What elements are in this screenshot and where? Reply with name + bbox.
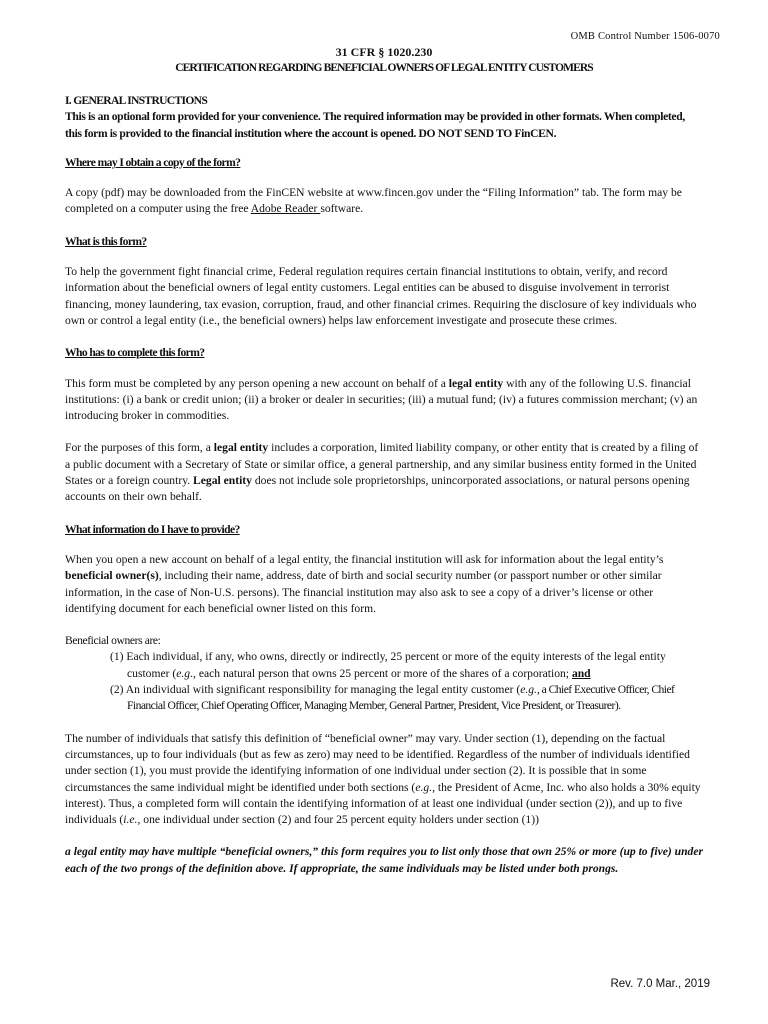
count-eg: e.g. <box>415 780 433 794</box>
document-body <box>65 93 703 877</box>
beneficial-owners-term: beneficial owner(s) <box>65 569 159 583</box>
definition-text-b: includes a corporation, limited liability company, or other entity that is created by a filing of a public document with a Secretary of State or similar office, a general partnership, and any similar business entity formed in the United States or a foreign country. <box>65 441 699 488</box>
cfr-citation: 31 CFR § 1020.230 <box>335 45 433 59</box>
paragraph-legal-entity-definition <box>65 440 703 505</box>
legal-entity-term: legal entity <box>213 441 269 455</box>
beneficial-owners-label: Beneficial owners are: <box>65 634 161 648</box>
question-obtain-copy: Where may I obtain a copy of the form? <box>65 155 241 169</box>
paragraph-what-info <box>65 552 703 617</box>
general-intro: This is an optional form provided for your convenience. The required information may be provided in other formats. When completed, this form is provided to the financial institution where the account is opened. DO NOT SEND TO FinCEN. <box>65 110 685 140</box>
who-text-b: with any of the following U.S. financial institutions: (i) a bank or credit union; (ii) a broker or dealer in securities; (iii) a mutual fund; (iv) a futures commission merchant; (v) an introducing broker in commodities. <box>65 376 698 423</box>
item1-text-a: (1) Each individual, if any, who owns, directly or indirectly, 25 percent or more of the equity interests of the legal entity customer ( <box>110 650 666 680</box>
question-who-completes: Who has to complete this form? <box>65 346 205 360</box>
list-item <box>65 649 703 682</box>
item1-eg: e.g. <box>176 666 194 680</box>
obtain-copy-text: A copy (pdf) may be downloaded from the FinCEN website at www.fincen.gov under the “Filing Information” tab. The form may be completed on a computer using the free <box>65 186 682 216</box>
question-what-info: What information do I have to provide? <box>65 522 240 536</box>
beneficial-owner-list <box>65 649 703 714</box>
revision-footer: Rev. 7.0 Mar., 2019 <box>610 978 710 990</box>
question-what-is-form: What is this form? <box>65 234 147 248</box>
count-ie: i.e. <box>123 813 138 827</box>
paragraph-who-completes <box>65 376 703 425</box>
who-text-a: This form must be completed by any person opening a new account on behalf of a <box>65 376 449 390</box>
paragraph-owner-count <box>65 731 703 829</box>
count-text-a: The number of individuals that satisfy this definition of “beneficial owner” may vary. Under section (1), depending on the factual circumstances, up to four individuals (but as few as zero) may need to be identified. Regardless of the number of individuals identified under section (1), you must provide the identifying information of one individual under section (2). It is possible that in some circumstances the same individual might be identified under both sections ( <box>65 731 690 794</box>
paragraph-obtain-copy <box>65 185 703 218</box>
list-item <box>65 682 703 715</box>
form-title: CERTIFICATION REGARDING BENEFICIAL OWNERS OF LEGAL ENTITY CUSTOMERS <box>175 62 593 74</box>
info-text-b: , including their name, address, date of birth and social security number (or passport number or other similar information, in the case of Non-U.S. persons). The financial institution may also ask to see a copy of a driver’s license or other identifying document for each beneficial owner listed on this form. <box>65 569 662 615</box>
omb-control-number: OMB Control Number 1506-0070 <box>570 31 720 42</box>
legal-entity-term: Legal entity <box>193 474 252 488</box>
emphasis-note: a legal entity may have multiple “beneficial owners,” this form requires you to list only those that own 25% or more (up to five) under each of the two prongs of the definition above. If appropriate, the same individuals may be listed under both prongs. <box>65 845 703 875</box>
paragraph-what-is-form: To help the government fight financial crime, Federal regulation requires certain financial institutions to obtain, verify, and record information about the beneficial owners of legal entity customers. Legal entities can be abused to disguise involvement in terrorist financing, money laundering, tax evasion, corruption, fraud, and other financial crimes. Requiring the disclosure of key individuals who own or control a legal entity (i.e., the beneficial owners) helps law enforcement investigate and prosecute these crimes. <box>65 265 697 327</box>
item1-text-b: , each natural person that owns 25 percent or more of the shares of a corporation; <box>193 666 572 680</box>
info-text-a: When you open a new account on behalf of a legal entity, the financial institution will ask for information about the legal entity’s <box>65 552 664 566</box>
obtain-copy-text-end: software. <box>320 202 364 216</box>
legal-entity-term: legal entity <box>448 376 504 390</box>
count-text-c: , one individual under section (2) and four 25 percent equity holders under section (1)) <box>137 813 539 827</box>
definition-text-a: For the purposes of this form, a <box>65 441 214 455</box>
item1-and: and <box>571 666 591 680</box>
item2-text-a: (2) An individual with significant responsibility for managing the legal entity customer ( <box>110 683 521 697</box>
adobe-reader-link[interactable]: Adobe Reader <box>250 202 321 216</box>
definition-text-c: does not include sole proprietorships, unincorporated associations, or natural persons opening accounts on their own behalf. <box>65 474 690 504</box>
count-text-b: , the President of Acme, Inc. who also holds a 30% equity interest). Thus, a completed form will contain the identifying information of at least one individual (under section (2)), and up to five individuals ( <box>65 780 701 827</box>
item2-eg: e.g. <box>520 683 537 697</box>
section-heading: I. GENERAL INSTRUCTIONS <box>65 94 208 107</box>
item2-text-b: , a Chief Executive Officer, Chief Financial Officer, Chief Operating Officer, Managing Member, General Partner, President, Vice President, or Treasurer). <box>127 683 675 713</box>
